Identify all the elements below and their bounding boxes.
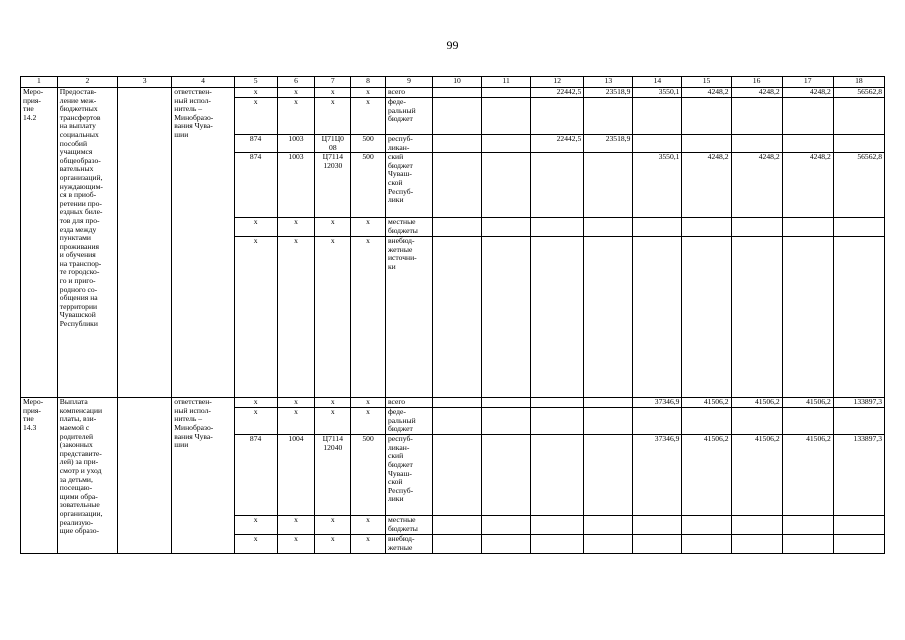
cell-c17 bbox=[782, 516, 833, 535]
cell-c10 bbox=[432, 408, 481, 435]
measure-label: Меро- прия- тие 14.2 bbox=[21, 88, 58, 398]
cell-c5: 874 bbox=[234, 435, 277, 516]
cell-c8: 500 bbox=[351, 135, 386, 153]
header-cell: 7 bbox=[315, 77, 351, 88]
cell-c17: 4248,2 bbox=[782, 153, 833, 218]
empty-cell bbox=[118, 398, 172, 554]
cell-c6: x bbox=[277, 408, 315, 435]
cell-c14 bbox=[633, 535, 682, 554]
cell-c10 bbox=[432, 98, 481, 135]
cell-c16 bbox=[731, 237, 782, 398]
cell-c12 bbox=[531, 435, 584, 516]
cell-c7: x bbox=[315, 218, 351, 237]
budget-table bbox=[20, 76, 885, 554]
cell-c11 bbox=[482, 98, 531, 135]
cell-c13 bbox=[584, 237, 633, 398]
cell-c16 bbox=[731, 516, 782, 535]
cell-c18 bbox=[833, 516, 884, 535]
cell-c12 bbox=[531, 408, 584, 435]
cell-c17 bbox=[782, 237, 833, 398]
cell-c12 bbox=[531, 98, 584, 135]
cell-c15 bbox=[682, 98, 731, 135]
cell-c5: x bbox=[234, 88, 277, 98]
cell-c14 bbox=[633, 98, 682, 135]
cell-c5: x bbox=[234, 398, 277, 408]
cell-c14 bbox=[633, 218, 682, 237]
cell-c18 bbox=[833, 98, 884, 135]
cell-c10 bbox=[432, 218, 481, 237]
cell-c6: x bbox=[277, 218, 315, 237]
cell-c10 bbox=[432, 398, 481, 408]
cell-c11 bbox=[482, 218, 531, 237]
cell-c15 bbox=[682, 535, 731, 554]
measure-description: Предостав- ление меж- бюджетных трансфертов на выплату социальных пособий учащимся общеобразо- вательных организаций, нуждающим- ся в приоб- ретении про- ездных билe- тов для про- езда между пунктами проживания и обучения на транспор- те городско- го и приго- родного со- общения на территории Чувашской Республики bbox=[57, 88, 117, 398]
cell-c12 bbox=[531, 535, 584, 554]
header-cell: 3 bbox=[118, 77, 172, 88]
cell-c12 bbox=[531, 398, 584, 408]
cell-c8: x bbox=[351, 237, 386, 398]
cell-c17 bbox=[782, 218, 833, 237]
cell-c17 bbox=[782, 135, 833, 153]
executor: ответствен- ный испол- нитель – Минобразо- вания Чува- шии bbox=[172, 398, 234, 554]
header-cell: 8 bbox=[351, 77, 386, 88]
measure-label: Меро- прия- тие 14.3 bbox=[21, 398, 58, 554]
cell-c9: всего bbox=[385, 88, 432, 98]
executor: ответствен- ный испол- нитель – Минобразо- вания Чува- шии bbox=[172, 88, 234, 398]
cell-c9: респуб- ликан- bbox=[385, 135, 432, 153]
cell-c15 bbox=[682, 516, 731, 535]
cell-c18: 133897,3 bbox=[833, 398, 884, 408]
cell-c9: респуб- ликан- ский бюджет Чуваш- ской Респуб- лики bbox=[385, 435, 432, 516]
header-row bbox=[21, 77, 885, 88]
header-cell: 9 bbox=[385, 77, 432, 88]
cell-c13 bbox=[584, 516, 633, 535]
header-cell: 6 bbox=[277, 77, 315, 88]
cell-c7: x bbox=[315, 88, 351, 98]
cell-c12: 22442,5 bbox=[531, 135, 584, 153]
cell-c18 bbox=[833, 218, 884, 237]
cell-c15 bbox=[682, 408, 731, 435]
cell-c11 bbox=[482, 435, 531, 516]
cell-c17: 41506,2 bbox=[782, 398, 833, 408]
header-cell: 14 bbox=[633, 77, 682, 88]
cell-c13 bbox=[584, 408, 633, 435]
page-number: 99 bbox=[446, 38, 459, 52]
cell-c7: x bbox=[315, 408, 351, 435]
cell-c13 bbox=[584, 153, 633, 218]
cell-c5: x bbox=[234, 237, 277, 398]
cell-c13 bbox=[584, 398, 633, 408]
cell-c10 bbox=[432, 435, 481, 516]
cell-c8: x bbox=[351, 516, 386, 535]
cell-c8: x bbox=[351, 398, 386, 408]
cell-c8: x bbox=[351, 88, 386, 98]
cell-c12 bbox=[531, 237, 584, 398]
cell-c16: 4248,2 bbox=[731, 88, 782, 98]
header-cell: 18 bbox=[833, 77, 884, 88]
cell-c7: x bbox=[315, 398, 351, 408]
cell-c8: x bbox=[351, 98, 386, 135]
cell-c14: 37346,9 bbox=[633, 435, 682, 516]
cell-c9: феде- ральный бюджет bbox=[385, 98, 432, 135]
cell-c8: x bbox=[351, 535, 386, 554]
cell-c9: внебюд- жетные источни- ки bbox=[385, 237, 432, 398]
cell-c10 bbox=[432, 153, 481, 218]
cell-c11 bbox=[482, 408, 531, 435]
cell-c18 bbox=[833, 408, 884, 435]
cell-c16: 4248,2 bbox=[731, 153, 782, 218]
cell-c11 bbox=[482, 153, 531, 218]
empty-cell bbox=[118, 88, 172, 398]
cell-c7: Ц7114 12030 bbox=[315, 153, 351, 218]
cell-c18 bbox=[833, 535, 884, 554]
cell-c16 bbox=[731, 218, 782, 237]
cell-c11 bbox=[482, 135, 531, 153]
cell-c6: x bbox=[277, 398, 315, 408]
cell-c15 bbox=[682, 218, 731, 237]
cell-c7: x bbox=[315, 535, 351, 554]
cell-c7: x bbox=[315, 237, 351, 398]
cell-c5: x bbox=[234, 408, 277, 435]
cell-c15 bbox=[682, 237, 731, 398]
cell-c13: 23518,9 bbox=[584, 88, 633, 98]
cell-c10 bbox=[432, 88, 481, 98]
cell-c14: 3550,1 bbox=[633, 153, 682, 218]
cell-c9: феде- ральный бюджет bbox=[385, 408, 432, 435]
cell-c6: x bbox=[277, 98, 315, 135]
cell-c14 bbox=[633, 237, 682, 398]
cell-c12 bbox=[531, 218, 584, 237]
cell-c17 bbox=[782, 408, 833, 435]
cell-c5: x bbox=[234, 98, 277, 135]
header-cell: 17 bbox=[782, 77, 833, 88]
cell-c8: 500 bbox=[351, 435, 386, 516]
header-cell: 16 bbox=[731, 77, 782, 88]
cell-c7: x bbox=[315, 516, 351, 535]
cell-c16 bbox=[731, 98, 782, 135]
cell-c14 bbox=[633, 516, 682, 535]
cell-c18 bbox=[833, 135, 884, 153]
cell-c6: x bbox=[277, 237, 315, 398]
cell-c6: 1003 bbox=[277, 153, 315, 218]
cell-c9: внебюд- жетные bbox=[385, 535, 432, 554]
cell-c17 bbox=[782, 98, 833, 135]
cell-c12 bbox=[531, 153, 584, 218]
cell-c9: местные бюджеты bbox=[385, 218, 432, 237]
measure-description: Выплата компенсации платы, взи- маемой с родителей (законных представите- лей) за при- смотр и уход за детьми, посещаю- щими обра- зовательные организации, реализую- щие образо- bbox=[57, 398, 117, 554]
cell-c14: 3550,1 bbox=[633, 88, 682, 98]
cell-c10 bbox=[432, 535, 481, 554]
cell-c9: местные бюджеты bbox=[385, 516, 432, 535]
cell-c17 bbox=[782, 535, 833, 554]
table-row bbox=[21, 398, 885, 408]
cell-c17: 4248,2 bbox=[782, 88, 833, 98]
header-cell: 13 bbox=[584, 77, 633, 88]
cell-c5: 874 bbox=[234, 135, 277, 153]
cell-c15: 41506,2 bbox=[682, 398, 731, 408]
cell-c12 bbox=[531, 516, 584, 535]
cell-c9: всего bbox=[385, 398, 432, 408]
cell-c13 bbox=[584, 218, 633, 237]
cell-c18: 133897,3 bbox=[833, 435, 884, 516]
cell-c6: 1003 bbox=[277, 135, 315, 153]
cell-c16 bbox=[731, 135, 782, 153]
cell-c8: x bbox=[351, 408, 386, 435]
cell-c8: 500 bbox=[351, 153, 386, 218]
cell-c11 bbox=[482, 398, 531, 408]
cell-c15: 4248,2 bbox=[682, 88, 731, 98]
cell-c7: Ц7114 12040 bbox=[315, 435, 351, 516]
header-cell: 12 bbox=[531, 77, 584, 88]
cell-c13 bbox=[584, 435, 633, 516]
table-row bbox=[21, 88, 885, 98]
cell-c8: x bbox=[351, 218, 386, 237]
cell-c15: 41506,2 bbox=[682, 435, 731, 516]
cell-c13: 23518,9 bbox=[584, 135, 633, 153]
header-cell: 15 bbox=[682, 77, 731, 88]
cell-c18: 56562,8 bbox=[833, 153, 884, 218]
cell-c6: x bbox=[277, 535, 315, 554]
cell-c6: x bbox=[277, 516, 315, 535]
cell-c12: 22442,5 bbox=[531, 88, 584, 98]
cell-c18: 56562,8 bbox=[833, 88, 884, 98]
cell-c11 bbox=[482, 535, 531, 554]
cell-c10 bbox=[432, 135, 481, 153]
cell-c5: x bbox=[234, 516, 277, 535]
cell-c5: x bbox=[234, 535, 277, 554]
cell-c5: 874 bbox=[234, 153, 277, 218]
cell-c11 bbox=[482, 237, 531, 398]
header-cell: 11 bbox=[482, 77, 531, 88]
cell-c11 bbox=[482, 516, 531, 535]
header-cell: 4 bbox=[172, 77, 234, 88]
cell-c5: x bbox=[234, 218, 277, 237]
cell-c9: ский бюджет Чуваш- ской Респуб- лики bbox=[385, 153, 432, 218]
cell-c6: 1004 bbox=[277, 435, 315, 516]
cell-c13 bbox=[584, 98, 633, 135]
cell-c10 bbox=[432, 237, 481, 398]
cell-c16 bbox=[731, 535, 782, 554]
cell-c14: 37346,9 bbox=[633, 398, 682, 408]
cell-c14 bbox=[633, 135, 682, 153]
cell-c14 bbox=[633, 408, 682, 435]
cell-c18 bbox=[833, 237, 884, 398]
cell-c10 bbox=[432, 516, 481, 535]
header-cell: 2 bbox=[57, 77, 117, 88]
cell-c17: 41506,2 bbox=[782, 435, 833, 516]
cell-c13 bbox=[584, 535, 633, 554]
cell-c16 bbox=[731, 408, 782, 435]
cell-c15: 4248,2 bbox=[682, 153, 731, 218]
header-cell: 1 bbox=[21, 77, 58, 88]
cell-c16: 41506,2 bbox=[731, 435, 782, 516]
cell-c7: x bbox=[315, 98, 351, 135]
header-cell: 10 bbox=[432, 77, 481, 88]
cell-c11 bbox=[482, 88, 531, 98]
header-cell: 5 bbox=[234, 77, 277, 88]
cell-c6: x bbox=[277, 88, 315, 98]
cell-c15 bbox=[682, 135, 731, 153]
cell-c7: Ц71Ц0 08 bbox=[315, 135, 351, 153]
cell-c16: 41506,2 bbox=[731, 398, 782, 408]
